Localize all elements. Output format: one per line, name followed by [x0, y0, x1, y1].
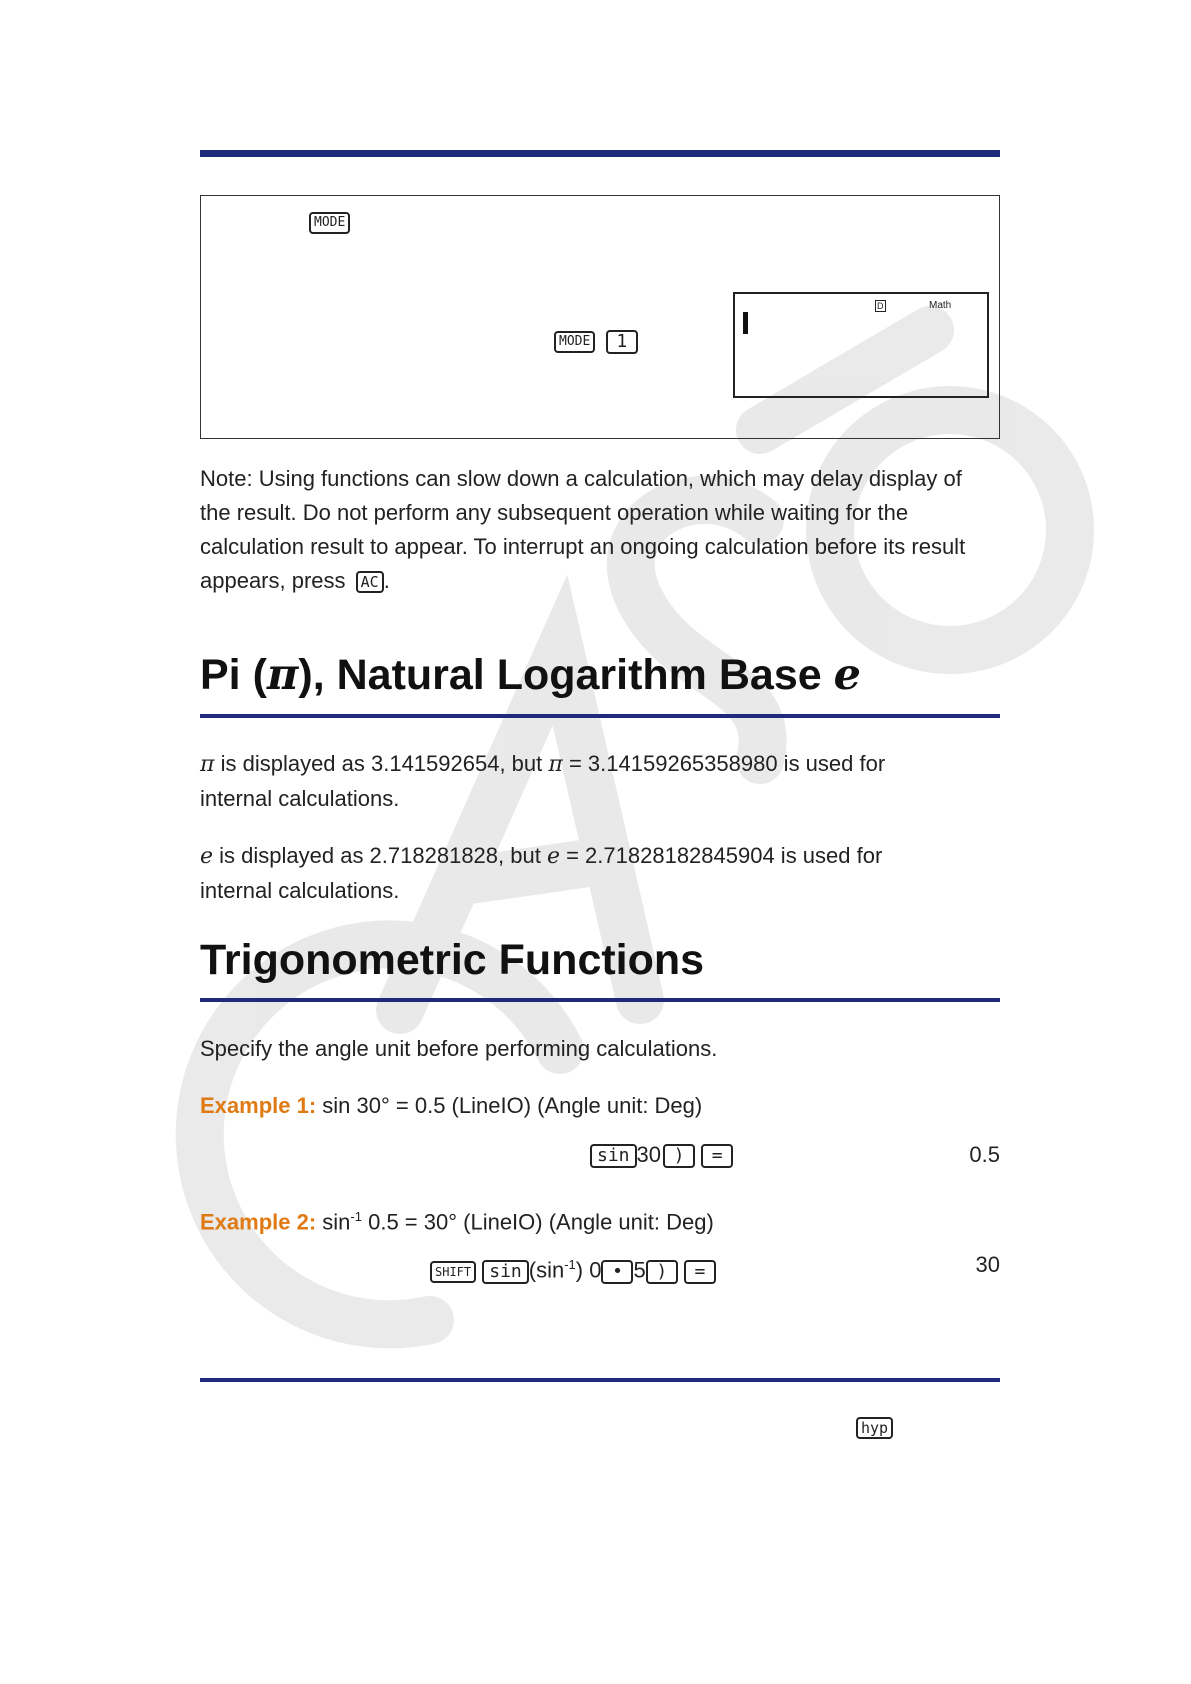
sin-key: sin [482, 1260, 529, 1284]
ac-key: AC [356, 571, 384, 593]
hyp-key: hyp [856, 1417, 893, 1439]
example-2-label: Example 2: [200, 1209, 317, 1235]
trig-heading: Trigonometric Functions [200, 936, 705, 984]
mode-key: MODE [309, 212, 350, 234]
equals-key: = [684, 1260, 716, 1284]
calculator-screen [733, 292, 989, 398]
mode-key: MODE [554, 331, 595, 353]
pi-heading: Pi (π), Natural Logarithm Base e [200, 650, 861, 700]
example-1-result: 0.5 [969, 1142, 1000, 1167]
pi-symbol: π [266, 650, 299, 700]
pi-paragraph: π is displayed as 3.141592654, but π = 3.14159265358980 is used for internal calculations. [200, 751, 886, 811]
equals-key: = [701, 1144, 733, 1168]
num-30: 30 [636, 1142, 661, 1167]
paren-key: ) [646, 1260, 678, 1284]
one-key: 1 [606, 330, 638, 354]
shift-key: SHIFT [430, 1261, 476, 1283]
math-indicator: Math [929, 300, 952, 311]
sin-key: sin [590, 1144, 637, 1168]
screen-cursor [743, 312, 748, 334]
trig-intro: Specify the angle unit before performing calculations. [200, 1036, 718, 1061]
paren-key: ) [663, 1144, 695, 1168]
dot-key: • [601, 1260, 633, 1284]
bottom-rule [200, 1378, 1000, 1382]
e-symbol: e [833, 650, 861, 700]
key-sequence [554, 330, 638, 354]
example-2-result: 30 [975, 1252, 1000, 1277]
top-rule [200, 150, 1000, 157]
example-2: Example 2: $\sin^{-1} 0.5 = 30^\circ$ (LineIO) (Angle unit: Deg) [200, 1209, 714, 1235]
example-1-label: Example 1: [200, 1093, 317, 1118]
note-text: Note: Using functions can slow down a calculation, which may delay display of the result. Do not perform any subsequent operation while waiting for the calculation result to appear. To interrupt an ongoing calculation before its result appears, press [200, 466, 966, 593]
example-2-keys: SHIFT $\sin (\sin^{-1})$ 0 • 5 ) = [430, 1250, 716, 1285]
example-1: Example 1: sin 30° = 0.5 (LineIO) (Angle unit: Deg) [200, 1093, 703, 1118]
note-end: . [383, 568, 390, 593]
note-paragraph [200, 462, 970, 598]
angle-indicator: D [877, 301, 884, 311]
e-paragraph: e is displayed as 2.718281828, but e = 2.71828182845904 is used for internal calculations. [200, 843, 883, 903]
pi-heading-rule [200, 714, 1000, 718]
example-1-keys [590, 1140, 733, 1170]
trig-heading-rule [200, 998, 1000, 1002]
